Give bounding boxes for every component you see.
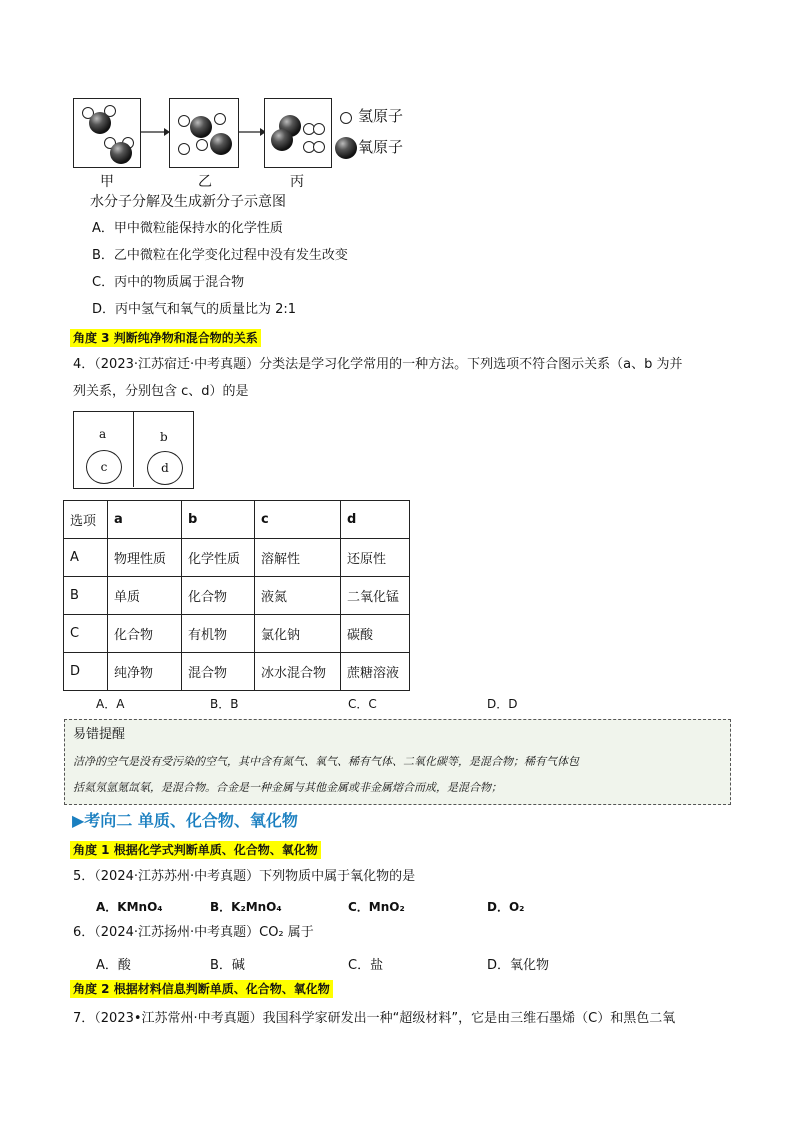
table-cell: D	[64, 653, 108, 691]
o-atom	[190, 116, 212, 138]
table-cell: 有机物	[182, 615, 255, 653]
table-cell: 二氧化锰	[341, 577, 410, 615]
table-cell: c	[255, 501, 341, 539]
table-cell: 碳酸	[341, 615, 410, 653]
table-cell: 溶解性	[255, 539, 341, 577]
q3-option-c: C．丙中的物质属于混合物	[92, 275, 245, 290]
table-cell: 化合物	[182, 577, 255, 615]
q7-text: 7．（2023•江苏常州·中考真题）我国科学家研发出一种“超级材料”，它是由三维石墨烯（C）和黑色二氧	[73, 1011, 676, 1026]
q4-option-c: C．C	[348, 697, 377, 711]
table-cell: d	[341, 501, 410, 539]
q3-option-b: B．乙中微粒在化学变化过程中没有发生改变	[92, 248, 348, 263]
h-atom	[196, 139, 208, 151]
arrow-icon	[238, 126, 266, 138]
table-cell: 化学性质	[182, 539, 255, 577]
label-jia: 甲	[100, 174, 114, 190]
o-atom	[110, 142, 132, 164]
angle-3-heading: 角度 3 判断纯净物和混合物的关系	[70, 329, 261, 347]
q4-option-b: B．B	[210, 697, 239, 711]
note-line-1: 洁净的空气是没有受污染的空气，其中含有氮气、氧气、稀有气体、二氧化碳等，是混合物；稀有气体包	[73, 755, 579, 768]
h-atom	[313, 141, 325, 153]
q3-option-a: A．甲中微粒能保持水的化学性质	[92, 221, 283, 236]
table-cell: 液氮	[255, 577, 341, 615]
q4-option-d: D．D	[487, 697, 518, 711]
label-yi: 乙	[198, 174, 212, 190]
box-bing	[264, 98, 332, 168]
label-bing: 丙	[290, 174, 304, 190]
legend-o-label: 氧原子	[358, 138, 404, 156]
table-row	[64, 653, 410, 691]
table-header-row	[64, 501, 410, 539]
circle-d	[147, 451, 183, 485]
q6-text: 6．（2024·江苏扬州·中考真题）CO₂ 属于	[73, 925, 314, 940]
h-atom	[214, 113, 226, 125]
h-atom	[178, 143, 190, 155]
table-cell: B	[64, 577, 108, 615]
table-row	[64, 577, 410, 615]
rel-label-b: b	[160, 430, 168, 444]
q5-text: 5．（2024·江苏苏州·中考真题）下列物质中属于氧化物的是	[73, 869, 416, 884]
table-cell: 还原性	[341, 539, 410, 577]
h-atom	[178, 115, 190, 127]
error-reminder-box	[64, 719, 731, 805]
table-cell: 纯净物	[108, 653, 182, 691]
angle-2-heading: 角度 2 根据材料信息判断单质、化合物、氧化物	[70, 980, 333, 998]
h-atom	[313, 123, 325, 135]
q4-text-line2: 列关系，分别包含 c、d）的是	[73, 384, 249, 399]
q6-option-b: B．碱	[210, 958, 245, 973]
o-atom	[271, 129, 293, 151]
table-cell: 物理性质	[108, 539, 182, 577]
q6-option-c: C．盐	[348, 958, 384, 973]
q5-option-a: A．KMnO₄	[96, 900, 163, 914]
table-cell: 单质	[108, 577, 182, 615]
angle-1-heading: 角度 1 根据化学式判断单质、化合物、氧化物	[70, 841, 321, 859]
table-cell: A	[64, 539, 108, 577]
table-row	[64, 539, 410, 577]
table-cell: 选项	[64, 501, 108, 539]
legend-o-icon	[335, 137, 357, 159]
diagram-caption: 水分子分解及生成新分子示意图	[90, 194, 286, 210]
q5-option-c: C．MnO₂	[348, 900, 405, 914]
table-cell: 氯化钠	[255, 615, 341, 653]
table-cell: b	[182, 501, 255, 539]
arrow-icon	[140, 126, 170, 138]
rel-label-d: d	[161, 461, 169, 475]
table-cell: C	[64, 615, 108, 653]
rel-label-c: c	[100, 460, 108, 474]
table-cell: a	[108, 501, 182, 539]
table-row	[64, 615, 410, 653]
q4-option-a: A．A	[96, 697, 125, 711]
table-cell: 混合物	[182, 653, 255, 691]
q5-option-d: D．O₂	[487, 900, 525, 914]
section-heading-2: ▶考向二 单质、化合物、氧化物	[72, 811, 298, 830]
o-atom	[89, 112, 111, 134]
legend-h-label: 氢原子	[358, 107, 404, 125]
note-title: 易错提醒	[73, 727, 126, 742]
q4-text-line1: 4．（2023·江苏宿迁·中考真题）分类法是学习化学常用的一种方法。下列选项不符合图示关系（a、b 为并	[73, 357, 683, 372]
q6-option-a: A．酸	[96, 958, 131, 973]
table-cell: 蔗糖溶液	[341, 653, 410, 691]
box-yi	[169, 98, 239, 168]
circle-c	[86, 450, 122, 484]
table-cell: 化合物	[108, 615, 182, 653]
box-jia	[73, 98, 141, 168]
rel-label-a: a	[99, 427, 107, 441]
q6-option-d: D．氧化物	[487, 958, 550, 973]
table-cell: 冰水混合物	[255, 653, 341, 691]
note-line-2: 括氦氖氩氪氙氡，是混合物。合金是一种金属与其他金属或非金属熔合而成，是混合物；	[73, 781, 502, 794]
q3-option-d: D．丙中氢气和氧气的质量比为 2:1	[92, 302, 297, 317]
q5-option-b: B．K₂MnO₄	[210, 900, 282, 914]
o-atom	[210, 133, 232, 155]
q4-options-table	[63, 500, 410, 691]
legend-h-icon	[340, 112, 352, 124]
